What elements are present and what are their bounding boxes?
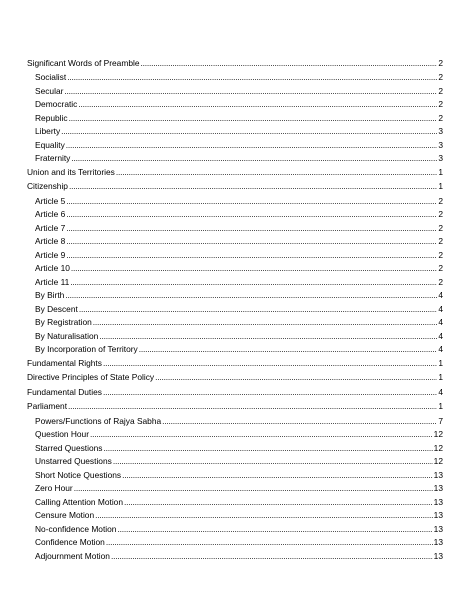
toc-entry-title: Article 8 [35,236,66,246]
toc-entry-title: Fundamental Rights [27,357,102,368]
toc-page-number: 4 [438,290,443,300]
toc-page-number: 12 [433,456,443,466]
toc-dot-leader [113,457,433,466]
toc-entry[interactable] [27,547,443,561]
toc-entry[interactable] [27,233,443,247]
toc-dot-leader [66,224,437,233]
toc-page-number: 2 [438,72,443,82]
toc-entry[interactable] [27,369,443,384]
toc-entry[interactable] [27,136,443,150]
toc-page-number: 2 [438,276,443,287]
toc-page-number: 1 [438,166,443,177]
toc-page-number: 4 [438,386,443,397]
toc-dot-leader [141,59,438,68]
toc-entry[interactable] [27,507,443,521]
toc-entry[interactable] [27,109,443,123]
toc-entry-title: No-confidence Motion [35,523,117,534]
toc-page-number: 2 [438,209,443,219]
toc-entry-title: Censure Motion [35,510,95,520]
toc-entry[interactable] [27,260,443,274]
toc-dot-leader [71,154,437,163]
toc-entry-title: Directive Principles of State Policy [27,372,155,382]
toc-entry[interactable] [27,123,443,137]
toc-dot-leader [95,511,433,520]
toc-page-number: 1 [438,372,443,382]
toc-dot-leader [99,332,437,341]
toc-entry-title: Article 10 [35,263,70,273]
toc-entry-title: Republic [35,112,68,123]
toc-entry-title: Union and its Territories [27,166,115,177]
toc-page-number: 4 [438,330,443,341]
toc-entry-title: Socialist [35,72,67,82]
toc-entry[interactable] [27,534,443,548]
toc-entry[interactable] [27,480,443,494]
toc-entry-title: By Incorporation of Territory [35,344,138,354]
toc-entry[interactable] [27,412,443,426]
toc-entry-title: Short Notice Questions [35,469,122,480]
toc-entry-title: Fundamental Duties [27,386,102,397]
toc-entry-title: Calling Attention Motion [35,496,123,507]
toc-page-number: 12 [433,429,443,439]
toc-entry[interactable] [27,192,443,206]
toc-page-number: 1 [438,357,443,368]
toc-entry[interactable] [27,219,443,233]
toc-dot-leader [66,251,437,260]
toc-page-number: 13 [433,523,443,534]
toc-entry[interactable] [27,54,443,69]
toc-entry-title: Zero Hour [35,483,73,493]
toc-dot-leader [74,484,433,493]
toc-dot-leader [66,210,437,219]
toc-dot-leader [106,538,433,547]
toc-entry[interactable] [27,273,443,287]
toc-entry-title: By Descent [35,303,78,314]
toc-entry[interactable] [27,287,443,301]
toc-dot-leader [78,100,437,109]
toc-dot-leader [70,278,437,287]
toc-entry-title: By Registration [35,317,92,327]
toc-dot-leader [68,402,437,411]
toc-entry-title: Secular [35,85,64,96]
toc-page-number: 3 [438,153,443,163]
toc-dot-leader [69,182,437,191]
toc-dot-leader [90,430,433,439]
toc-entry[interactable] [27,439,443,453]
toc-page-number: 2 [438,99,443,109]
toc-entry-title: Adjournment Motion [35,550,110,561]
toc-entry-title: Significant Words of Preamble [27,57,140,68]
toc-entry-title: Article 6 [35,209,66,219]
toc-entry[interactable] [27,314,443,328]
toc-page-number: 2 [438,57,443,68]
toc-entry-title: Parliament [27,401,68,411]
toc-page-number: 4 [438,317,443,327]
toc-entry-title: Citizenship [27,181,68,191]
toc-entry[interactable] [27,206,443,220]
toc-dot-leader [103,359,437,368]
toc-entry[interactable] [27,383,443,398]
toc-dot-leader [64,87,437,96]
toc-entry-title: By Birth [35,290,65,300]
toc-page-number: 7 [438,415,443,426]
toc-entry-title: Equality [35,139,65,150]
toc-entry-title: Article 11 [35,276,70,287]
toc-page-number: 3 [438,126,443,136]
toc-entry-title: Liberty [35,126,61,136]
toc-entry-title: Unstarred Questions [35,456,112,466]
toc-dot-leader [66,237,437,246]
toc-dot-leader [71,264,437,273]
toc-dot-leader [93,318,437,327]
toc-entry-title: Article 5 [35,195,66,206]
toc-dot-leader [124,498,433,507]
toc-dot-leader [162,417,437,426]
toc-dot-leader [67,73,437,82]
toc-entry[interactable] [27,426,443,440]
toc-dot-leader [139,345,437,354]
toc-page-number: 13 [433,537,443,547]
toc-entry[interactable] [27,327,443,341]
toc-page-number: 13 [433,469,443,480]
toc-page-number: 2 [438,112,443,123]
toc-entry-title: Article 7 [35,222,66,233]
toc-entry-title: By Naturalisation [35,330,99,341]
toc-dot-leader [122,471,433,480]
toc-page-number: 2 [438,236,443,246]
toc-page-number: 2 [438,195,443,206]
toc-page-number: 13 [433,550,443,561]
toc-dot-leader [61,127,437,136]
toc-page-number: 12 [433,442,443,453]
toc-entry[interactable] [27,69,443,83]
toc-entry-title: Fraternity [35,153,71,163]
toc-dot-leader [66,197,437,206]
toc-entry[interactable] [27,493,443,507]
toc-entry-title: Article 9 [35,249,66,260]
toc-page-number: 1 [438,401,443,411]
toc-dot-leader [69,114,437,123]
toc-entry[interactable] [27,163,443,178]
toc-page-number: 2 [438,85,443,96]
toc-dot-leader [155,373,437,382]
toc-dot-leader [117,525,432,534]
toc-entry[interactable] [27,82,443,96]
toc-page-number: 13 [433,510,443,520]
toc-page-number: 4 [438,303,443,314]
toc-entry-title: Question Hour [35,429,89,439]
toc-page-number: 2 [438,263,443,273]
toc-entry[interactable] [27,453,443,467]
toc-entry-title: Democratic [35,99,78,109]
toc-entry[interactable] [27,341,443,355]
toc-entry[interactable] [27,354,443,369]
toc-entry-title: Confidence Motion [35,537,105,547]
toc-page-number: 3 [438,139,443,150]
toc-page-number: 2 [438,249,443,260]
toc-dot-leader [104,444,433,453]
toc-page-number: 4 [438,344,443,354]
toc-entry[interactable] [27,466,443,480]
toc-page-number: 13 [433,496,443,507]
toc-entry[interactable] [27,246,443,260]
toc-entry[interactable] [27,300,443,314]
toc-page-number: 13 [433,483,443,493]
toc-dot-leader [116,168,437,177]
toc-page-number: 1 [438,181,443,191]
toc-entry[interactable] [27,96,443,110]
toc-entry[interactable] [27,150,443,164]
toc-dot-leader [66,141,437,150]
toc-entry-title: Starred Questions [35,442,103,453]
toc-dot-leader [79,305,437,314]
toc-entry[interactable] [27,398,443,413]
toc-dot-leader [65,291,437,300]
toc-dot-leader [103,388,437,397]
toc-entry[interactable] [27,178,443,193]
table-of-contents [27,54,443,561]
toc-entry-title: Powers/Functions of Rajya Sabha [35,415,162,426]
toc-page-number: 2 [438,222,443,233]
toc-dot-leader [111,552,433,561]
toc-entry[interactable] [27,520,443,534]
